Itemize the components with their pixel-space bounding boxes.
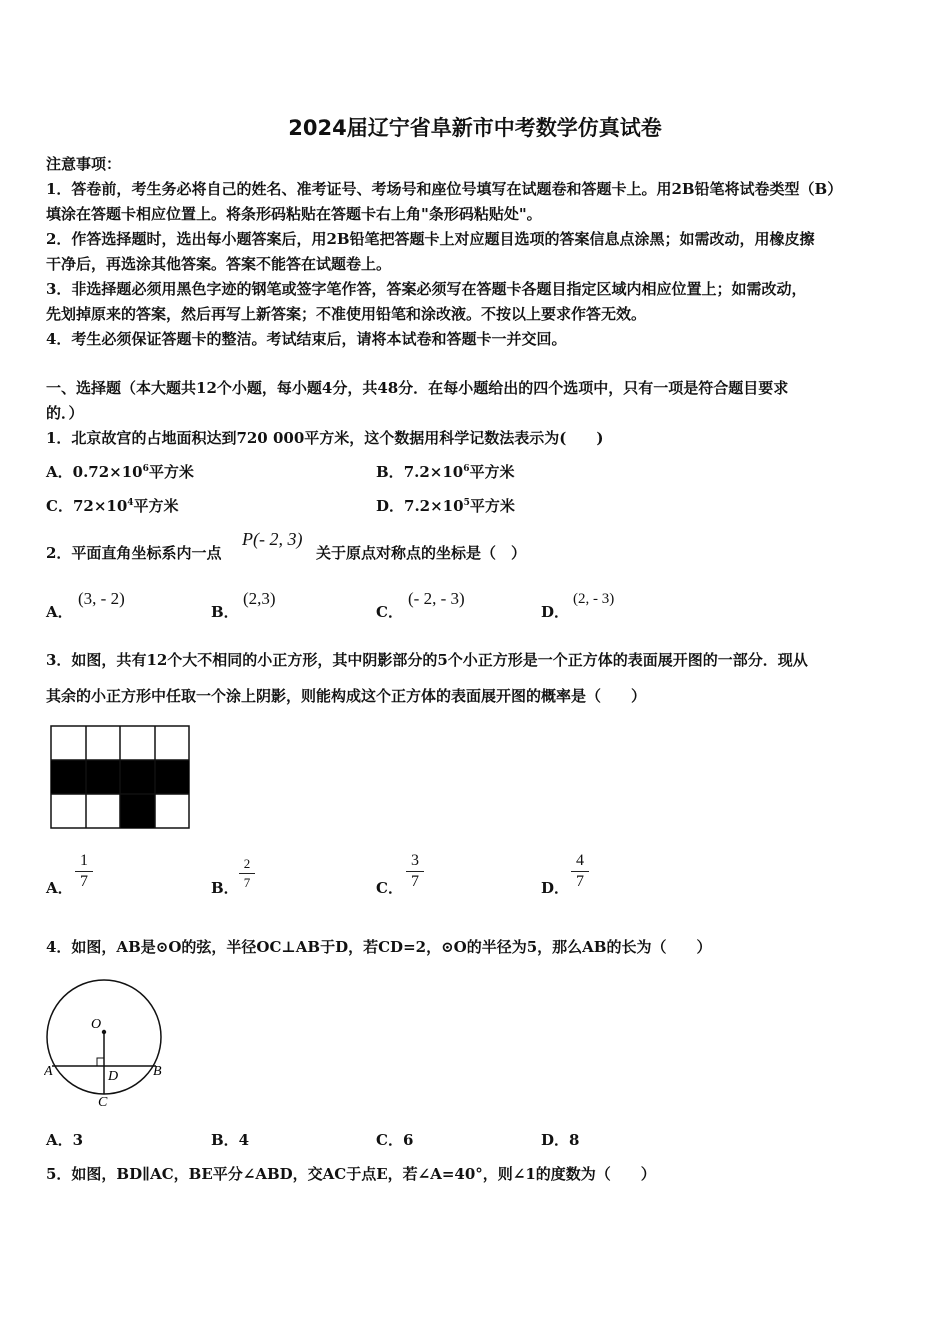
q4-option-d: D．8 [541,1131,580,1149]
notice-line: 3．非选择题必须用黑色字迹的钢笔或签字笔作答，答案必须写在答题卡各题目指定区域内相应位置上；如需改动， [46,280,807,298]
q2-option-d-value: (2, - 3) [573,591,615,607]
label-a: A [44,1064,53,1079]
notice-heading: 注意事项： [46,155,122,173]
q4-stem: 4．如图，AB是⊙O的弦，半径OC⊥AB于D，若CD=2，⊙O的半径为5，那么AB的长为（ ） [46,938,712,956]
q2-option-a-label: A． [46,603,73,621]
q1-option-a: A．$0.72\times 10^6$平方米 [46,463,194,481]
q3-option-d-label: D． [541,879,570,897]
q3-option-b-fraction: 2 7 [239,856,255,891]
q3-grid-figure [50,725,192,831]
q2-option-c-value: (- 2, - 3) [408,589,465,608]
q2-stem-before: 2．平面直角坐标系内一点 [46,544,222,562]
q1-option-d: D．$7.2\times 10^5$平方米 [376,497,515,515]
q4-circle-figure [44,972,168,1112]
q5-stem: 5．如图，BD∥AC，BE平分∠ABD，交AC于点E，若∠A=40°，则∠1的度数为（ ） [46,1165,656,1183]
notice-line: 填涂在答题卡相应位置上。将条形码粘贴在答题卡右上角"条形码粘贴处"。 [46,205,542,223]
notice-line: 4．考生必须保证答题卡的整洁。考试结束后，请将本试卷和答题卡一并交回。 [46,330,567,348]
q1-stem: 1．北京故宫的占地面积达到720 000平方米，这个数据用科学记数法表示为( ) [46,429,604,447]
q3-stem: 3．如图，共有12个大不相同的小正方形，其中阴影部分的5个小正方形是一个正方体的表面展开图的一部分．现从 [46,651,808,669]
q2-option-c-label: C． [376,603,403,621]
q2-option-b-value: (2,3) [243,589,276,608]
q3-option-b-label: B． [211,879,239,897]
q3-stem-cont: 其余的小正方形中任取一个涂上阴影，则能构成这个正方体的表面展开图的概率是（ ） [46,687,647,705]
q2-option-a-value: (3, - 2) [78,589,125,608]
notice-line: 先划掉原来的答案，然后再写上新答案；不准使用铅笔和涂改液。不按以上要求作答无效。 [46,305,647,323]
q2-stem-after: 关于原点对称点的坐标是（ ） [316,544,527,562]
q1-option-b: B．$7.2\times 10^6$平方米 [376,463,515,481]
q4-option-a: A．3 [46,1131,84,1149]
q4-option-b: B．4 [211,1131,250,1149]
q1-option-c: C．$72\times 10^4$平方米 [46,497,179,515]
q3-option-a-fraction: 1 7 [75,852,93,891]
q3-option-c-label: C． [376,879,403,897]
label-d: D [108,1069,119,1084]
label-o: O [91,1017,102,1032]
q2-option-d-label: D． [541,603,570,621]
section-heading: 一、选择题（本大题共12个小题，每小题4分，共48分．在每小题给出的四个选项中，只有一项是符合题目要求 [46,379,789,397]
q3-option-c-fraction: 3 7 [406,852,424,891]
section-heading-cont: 的．） [46,404,84,422]
label-b: B [153,1064,162,1079]
notice-line: 干净后，再选涂其他答案。答案不能答在试题卷上。 [46,255,392,273]
page-title: 2024届辽宁省阜新市中考数学仿真试卷 [288,116,662,140]
q2-option-b-label: B． [211,603,239,621]
q4-option-c: C．6 [376,1131,414,1149]
label-c: C [98,1095,108,1110]
q3-option-a-label: A． [46,879,73,897]
notice-line: 1．答卷前，考生务必将自己的姓名、准考证号、考场号和座位号填写在试题卷和答题卡上。用2B铅笔将试卷类型（B） [46,180,843,198]
notice-line: 2．作答选择题时，选出每小题答案后，用2B铅笔把答题卡上对应题目选项的答案信息点涂黑；如需改动，用橡皮擦 [46,230,815,248]
q3-option-d-fraction: 4 7 [571,852,589,891]
q2-point: P(- 2, 3) [242,529,303,549]
